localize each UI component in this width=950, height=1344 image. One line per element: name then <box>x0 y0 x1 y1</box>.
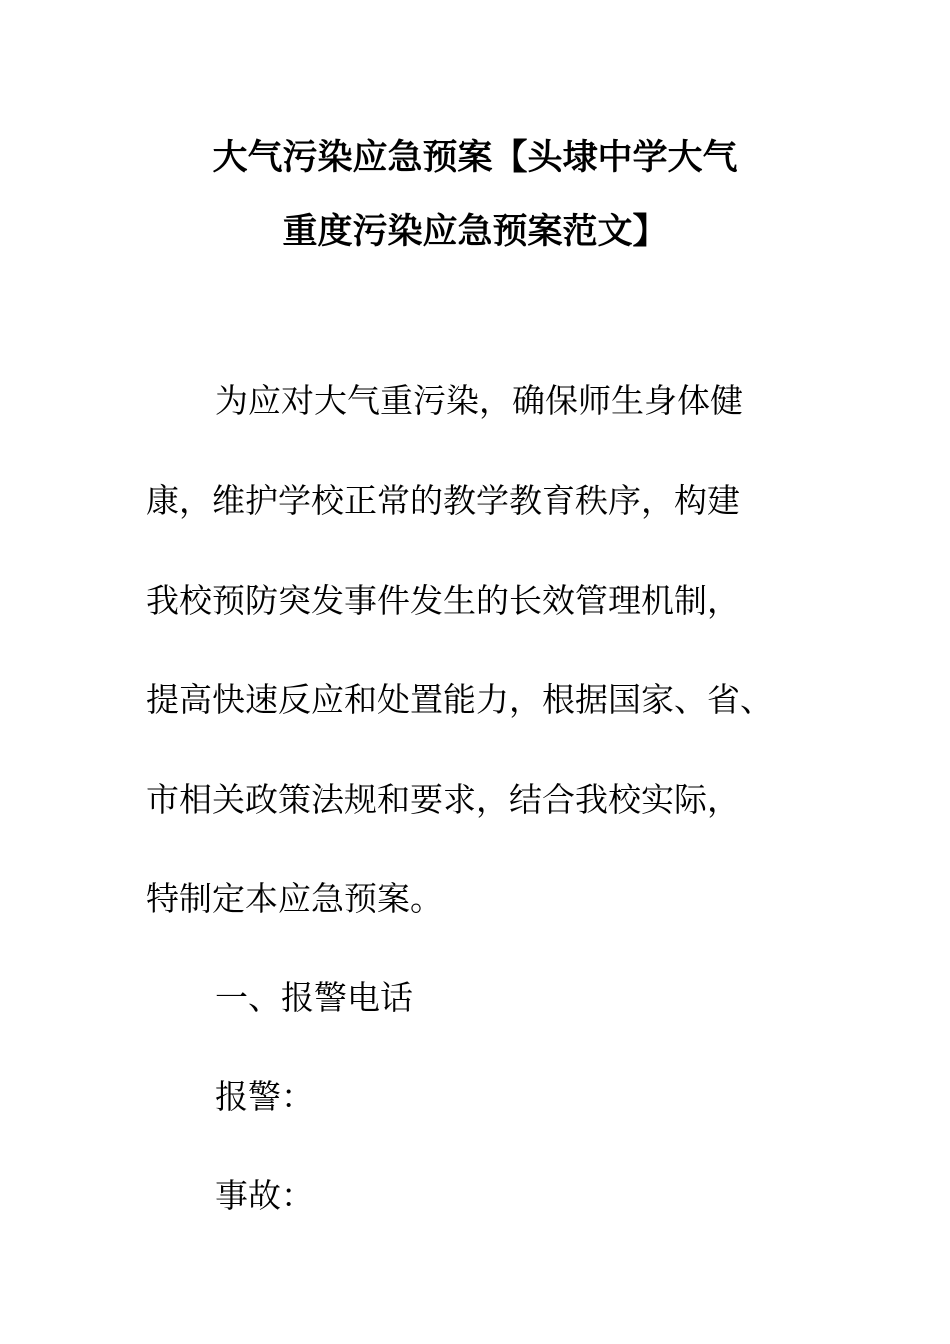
document-title-line-2: 重度污染应急预案范文】 <box>282 212 668 252</box>
intro-paragraph-line-1: 为应对大气重污染，确保师生身体健 <box>215 381 743 420</box>
alarm-label: 报警： <box>215 1077 314 1116</box>
intro-paragraph-line-2: 康，维护学校正常的教学教育秩序，构建 <box>146 481 740 520</box>
accident-label: 事故： <box>215 1176 314 1215</box>
intro-paragraph-line-5: 市相关政策法规和要求，结合我校实际， <box>146 780 740 819</box>
section-heading-alarm-phone: 一、报警电话 <box>215 978 413 1017</box>
intro-paragraph-line-3: 我校预防突发事件发生的长效管理机制， <box>146 581 740 620</box>
intro-paragraph-line-4: 提高快速反应和处置能力，根据国家、省、 <box>146 680 773 719</box>
intro-paragraph-line-6: 特制定本应急预案。 <box>146 879 443 918</box>
document-title-line-1: 大气污染应急预案【头埭中学大气 <box>212 138 738 178</box>
